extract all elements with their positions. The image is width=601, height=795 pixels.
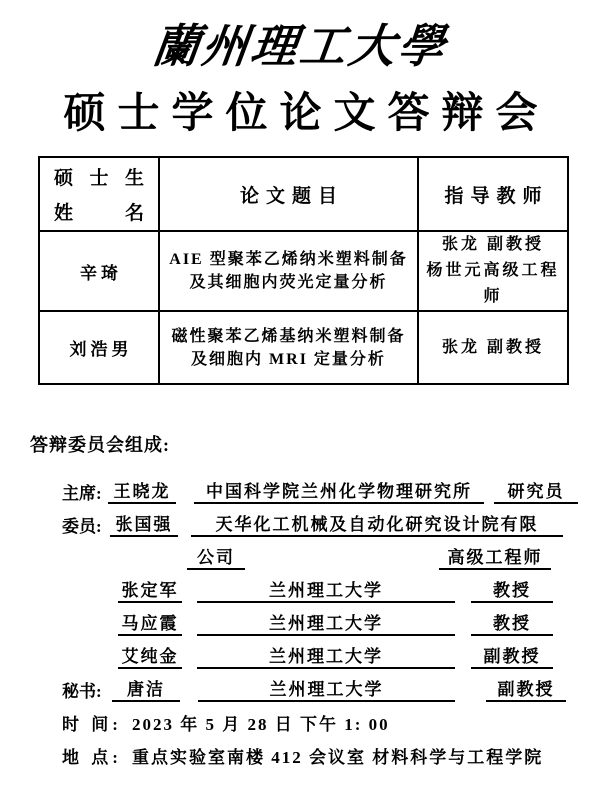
defense-place-row: [0, 746, 601, 768]
advisor-names: 张龙 副教授: [418, 311, 568, 384]
committee-secretary-row: [0, 680, 601, 702]
committee-member-row: [0, 614, 601, 636]
member-title: 教授: [471, 580, 553, 603]
committee-chair-row: [0, 482, 601, 504]
member-name: 马应霞: [118, 613, 182, 636]
table-row: [39, 231, 568, 311]
member-affiliation-continued: 公司: [187, 547, 245, 570]
table-header-advisor: 指导教师: [418, 157, 568, 231]
page-title: 硕士学位论文答辩会: [63, 91, 550, 137]
advisor-names: 张龙 副教授 杨世元高级工程师: [418, 231, 568, 311]
member-affiliation: 兰州理工大学: [197, 580, 455, 603]
member-name: 张定军: [118, 580, 182, 603]
secretary-title: 副教授: [486, 679, 566, 702]
committee-section-title: 答辩委员会组成:: [30, 435, 170, 455]
committee-member-row: [0, 515, 601, 537]
time-value: 2023 年 5 月 28 日 下午 1: 00: [132, 715, 390, 734]
table-header-student-name: 硕 士 生 姓 名: [39, 157, 159, 231]
member-affiliation: 兰州理工大学: [197, 613, 455, 636]
chair-name: 王晓龙: [108, 481, 176, 504]
chair-label: 主席:: [62, 484, 102, 503]
member-title: 教授: [471, 613, 553, 636]
place-label: 地 点:: [62, 748, 122, 767]
table-header-row: [39, 157, 568, 231]
time-label: 时 间:: [62, 715, 122, 734]
thesis-title: AIE 型聚苯乙烯纳米塑料制备 及其细胞内荧光定量分析: [159, 231, 418, 311]
place-value: 重点实验室南楼 412 会议室 材料科学与工程学院: [132, 748, 544, 767]
member-affiliation: 兰州理工大学: [197, 646, 455, 669]
thesis-title: 磁性聚苯乙烯基纳米塑料制备 及细胞内 MRI 定量分析: [159, 311, 418, 384]
committee-member-row: [0, 647, 601, 669]
secretary-label: 秘书:: [62, 682, 102, 701]
defense-table: [38, 156, 569, 385]
university-logo-calligraphy: 蘭州理工大學: [149, 21, 451, 72]
committee-member-row-continuation: [0, 548, 601, 570]
defense-time-row: [0, 713, 601, 735]
member-affiliation: 天华化工机械及自动化研究设计院有限: [191, 514, 563, 537]
member-title: 副教授: [471, 646, 553, 669]
student-name: 辛琦: [39, 231, 159, 311]
table-header-thesis-title: 论文题目: [159, 157, 418, 231]
secretary-name: 唐洁: [112, 679, 180, 702]
committee-member-row: [0, 581, 601, 603]
member-name: 张国强: [110, 514, 178, 537]
table-row: [39, 311, 568, 384]
member-title: 高级工程师: [439, 547, 551, 570]
member-name: 艾纯金: [118, 646, 182, 669]
members-label: 委员:: [62, 517, 102, 536]
student-name: 刘浩男: [39, 311, 159, 384]
chair-affiliation: 中国科学院兰州化学物理研究所: [194, 481, 484, 504]
chair-title: 研究员: [494, 481, 578, 504]
secretary-affiliation: 兰州理工大学: [198, 679, 455, 702]
